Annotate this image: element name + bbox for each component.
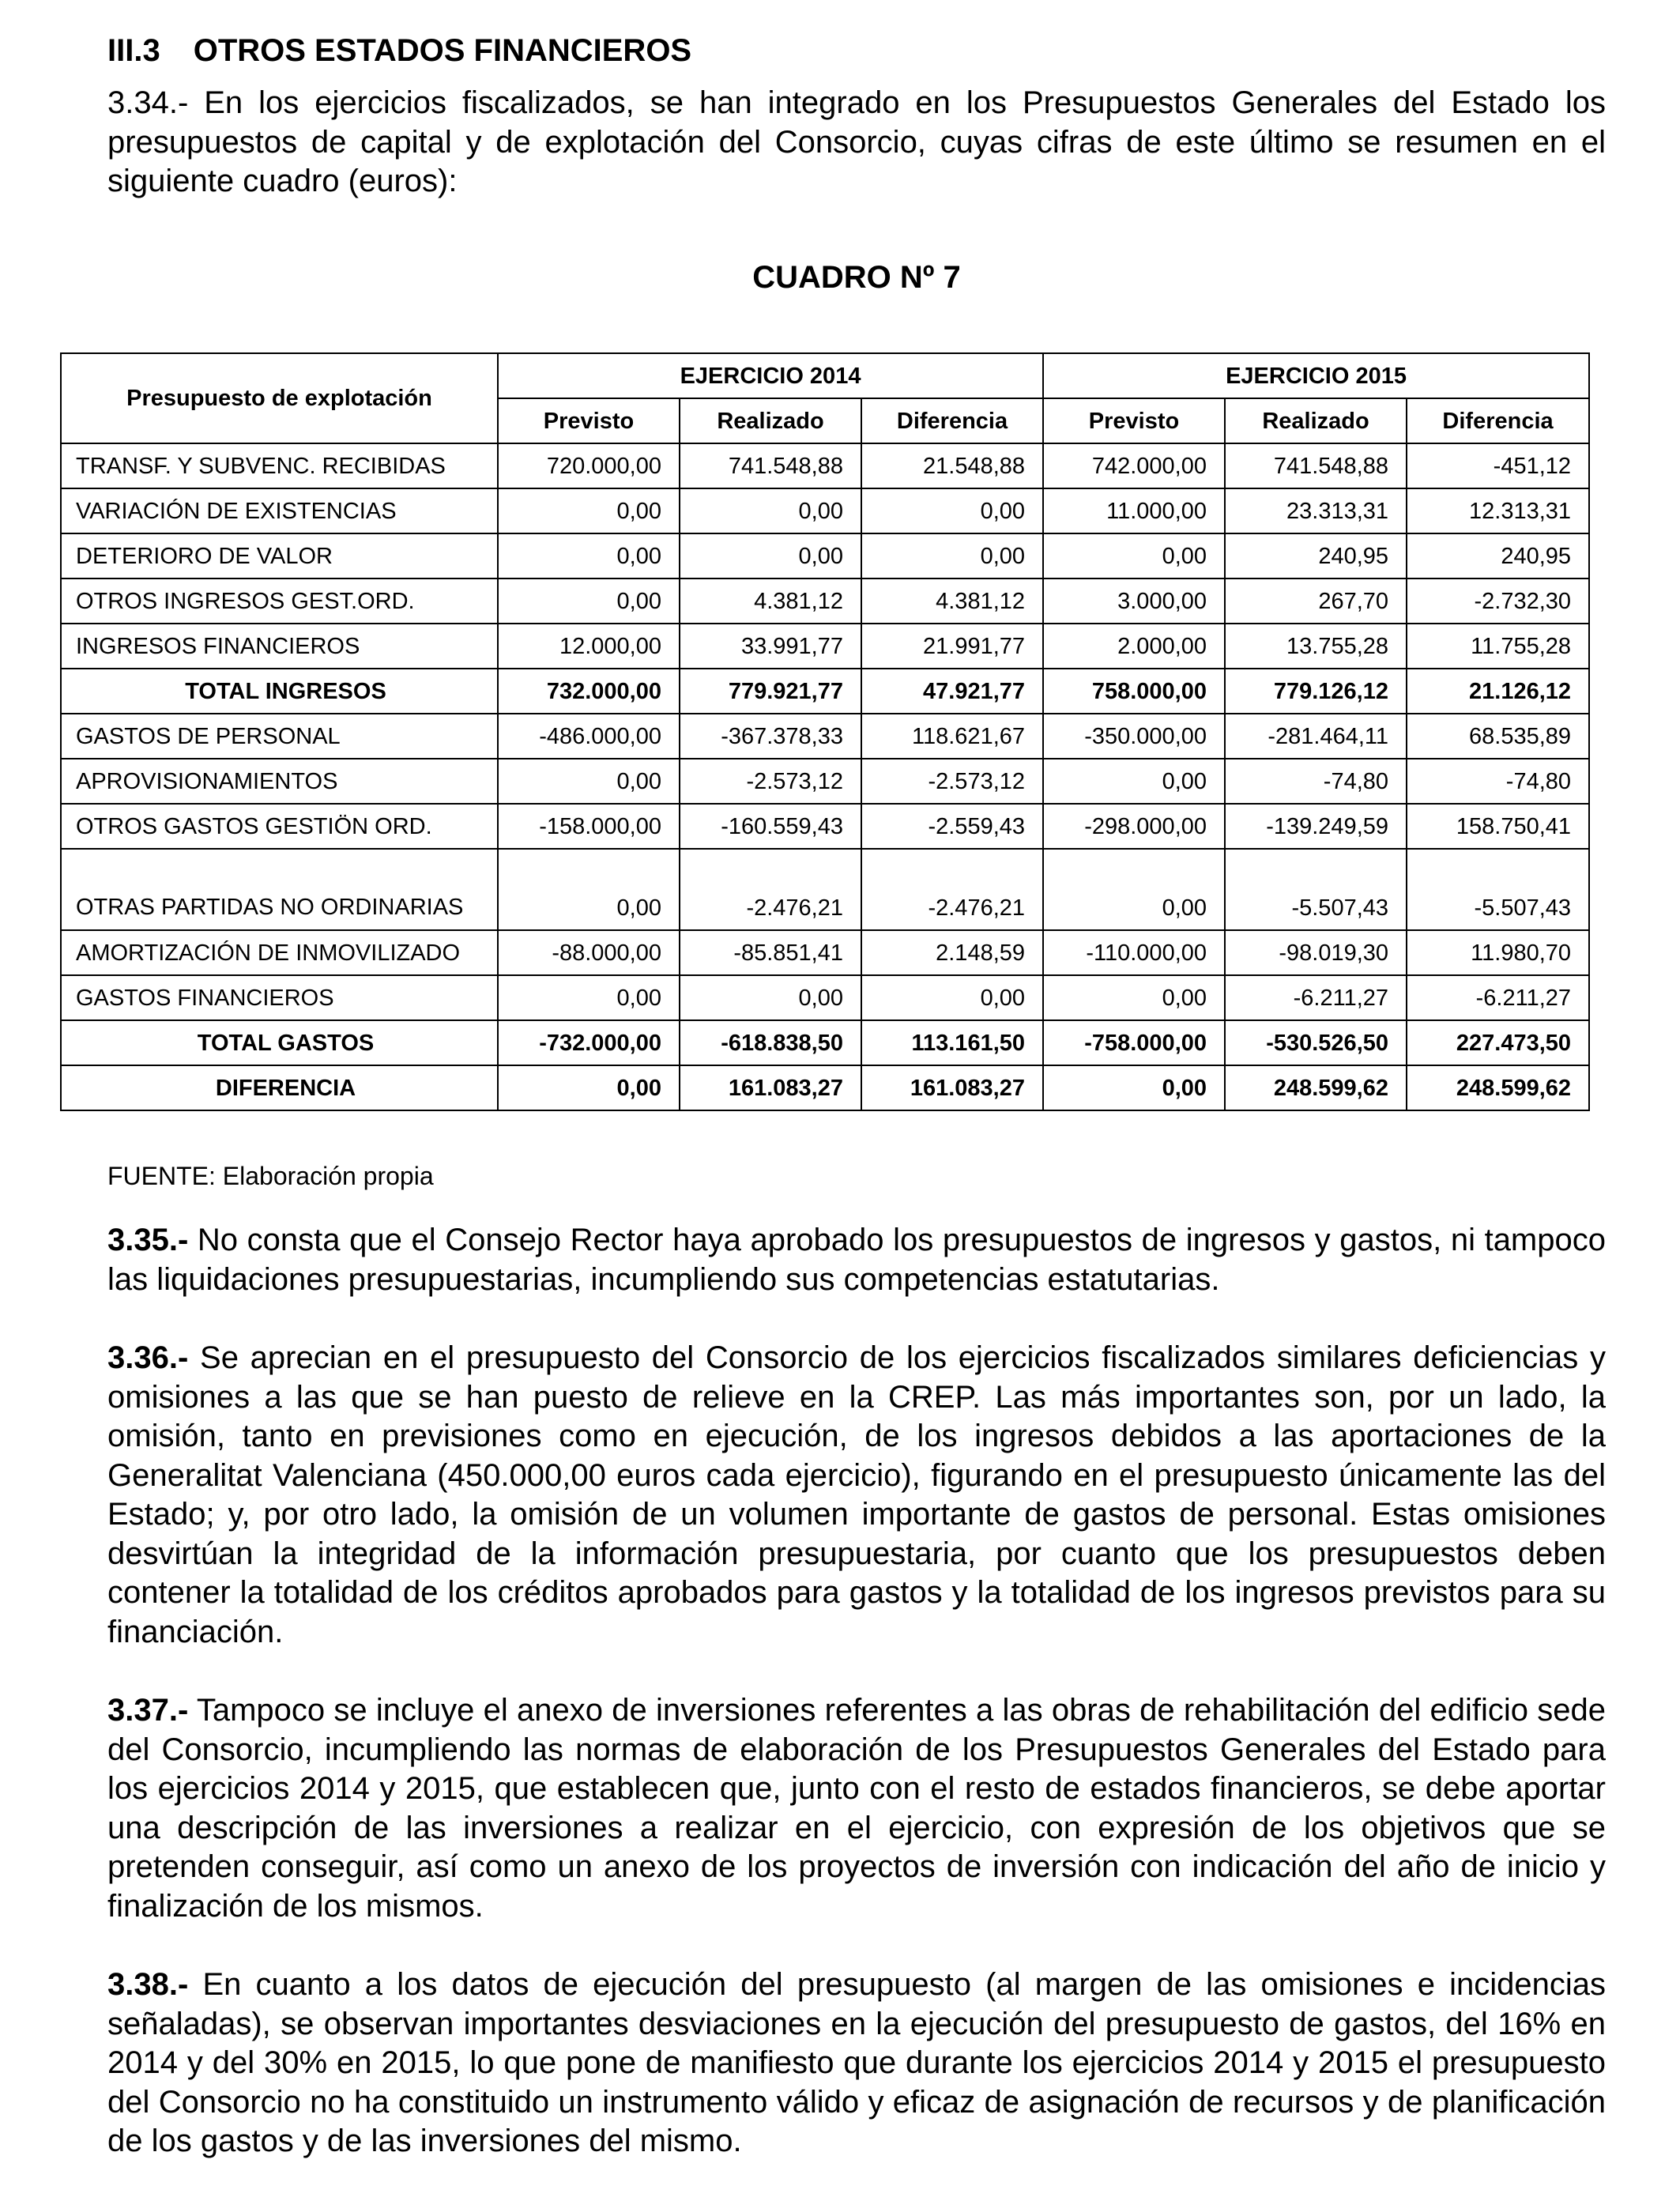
cell-value: -2.573,12	[861, 759, 1043, 804]
cell-value: -2.476,21	[680, 849, 861, 930]
cell-value: -74,80	[1225, 759, 1407, 804]
cell-value: 21.126,12	[1407, 669, 1589, 714]
table-row	[61, 849, 1589, 930]
table-row	[61, 714, 1589, 759]
table-row	[61, 759, 1589, 804]
budget-table	[60, 352, 1590, 1111]
cell-value: 21.991,77	[861, 624, 1043, 669]
table-row	[61, 930, 1589, 975]
col-header: Previsto	[498, 398, 680, 443]
cell-value: 47.921,77	[861, 669, 1043, 714]
row-label: TOTAL GASTOS	[61, 1020, 498, 1065]
cell-value: 732.000,00	[498, 669, 680, 714]
cell-value: 0,00	[861, 488, 1043, 533]
cell-value: -6.211,27	[1407, 975, 1589, 1020]
row-label: TOTAL INGRESOS	[61, 669, 498, 714]
cell-value: -5.507,43	[1225, 849, 1407, 930]
col-header: Realizado	[680, 398, 861, 443]
row-label: OTRAS PARTIDAS NO ORDINARIAS	[61, 849, 498, 930]
section-number: III.3	[107, 33, 160, 68]
table-row	[61, 1020, 1589, 1065]
table-corner-header: Presupuesto de explotación	[61, 353, 498, 443]
cell-value: -98.019,30	[1225, 930, 1407, 975]
col-header: Diferencia	[861, 398, 1043, 443]
cell-value: 240,95	[1407, 533, 1589, 579]
cell-value: 4.381,12	[680, 579, 861, 624]
cell-value: 68.535,89	[1407, 714, 1589, 759]
cell-value: -6.211,27	[1225, 975, 1407, 1020]
cell-value: 11.755,28	[1407, 624, 1589, 669]
cell-value: 0,00	[680, 975, 861, 1020]
cell-value: 11.980,70	[1407, 930, 1589, 975]
cell-value: 0,00	[680, 488, 861, 533]
cell-value: 0,00	[498, 1065, 680, 1110]
table-body	[61, 443, 1589, 1110]
cell-value: 240,95	[1225, 533, 1407, 579]
cell-value: 0,00	[1043, 533, 1225, 579]
cell-value: 0,00	[1043, 759, 1225, 804]
cell-value: 118.621,67	[861, 714, 1043, 759]
cell-value: 0,00	[861, 533, 1043, 579]
cell-value: 0,00	[498, 533, 680, 579]
cell-value: 3.000,00	[1043, 579, 1225, 624]
cell-value: 4.381,12	[861, 579, 1043, 624]
cell-value: -110.000,00	[1043, 930, 1225, 975]
row-label: OTROS GASTOS GESTIÖN ORD.	[61, 804, 498, 849]
cell-value: 0,00	[498, 849, 680, 930]
cell-value: -486.000,00	[498, 714, 680, 759]
row-label: GASTOS DE PERSONAL	[61, 714, 498, 759]
cell-value: 33.991,77	[680, 624, 861, 669]
cell-value: 12.000,00	[498, 624, 680, 669]
table-row	[61, 975, 1589, 1020]
cell-value: -2.732,30	[1407, 579, 1589, 624]
cell-value: 2.000,00	[1043, 624, 1225, 669]
col-header: Realizado	[1225, 398, 1407, 443]
cell-value: 779.921,77	[680, 669, 861, 714]
cell-value: -158.000,00	[498, 804, 680, 849]
table-title: CUADRO Nº 7	[752, 259, 961, 295]
cell-value: 248.599,62	[1407, 1065, 1589, 1110]
cell-value: -367.378,33	[680, 714, 861, 759]
col-header: Previsto	[1043, 398, 1225, 443]
row-label: DETERIORO DE VALOR	[61, 533, 498, 579]
cell-value: 0,00	[1043, 1065, 1225, 1110]
cell-value: 13.755,28	[1225, 624, 1407, 669]
row-label: GASTOS FINANCIEROS	[61, 975, 498, 1020]
cell-value: -5.507,43	[1407, 849, 1589, 930]
cell-value: 11.000,00	[1043, 488, 1225, 533]
cell-value: -451,12	[1407, 443, 1589, 488]
row-label: OTROS INGRESOS GEST.ORD.	[61, 579, 498, 624]
cell-value: 0,00	[1043, 975, 1225, 1020]
table-row	[61, 1065, 1589, 1110]
cell-value: -139.249,59	[1225, 804, 1407, 849]
paragraph-number: 3.38.-	[107, 1967, 189, 2002]
row-label: INGRESOS FINANCIEROS	[61, 624, 498, 669]
col-header: Diferencia	[1407, 398, 1589, 443]
cell-value: 758.000,00	[1043, 669, 1225, 714]
cell-value: 0,00	[498, 975, 680, 1020]
cell-value: 741.548,88	[680, 443, 861, 488]
row-label: TRANSF. Y SUBVENC. RECIBIDAS	[61, 443, 498, 488]
year-2015-header: EJERCICIO 2015	[1043, 353, 1589, 398]
cell-value: 742.000,00	[1043, 443, 1225, 488]
cell-value: 158.750,41	[1407, 804, 1589, 849]
cell-value: 267,70	[1225, 579, 1407, 624]
cell-value: 227.473,50	[1407, 1020, 1589, 1065]
cell-value: -281.464,11	[1225, 714, 1407, 759]
section-title-text: OTROS ESTADOS FINANCIEROS	[193, 33, 692, 68]
cell-value: 21.548,88	[861, 443, 1043, 488]
row-label: VARIACIÓN DE EXISTENCIAS	[61, 488, 498, 533]
cell-value: -618.838,50	[680, 1020, 861, 1065]
cell-value: -2.573,12	[680, 759, 861, 804]
table-row	[61, 443, 1589, 488]
cell-value: -732.000,00	[498, 1020, 680, 1065]
paragraph-text: No consta que el Consejo Rector haya aprobado los presupuestos de ingresos y gastos, ni tampoco las liquidaciones presupuestarias, incumpliendo sus competencias estatutarias.	[107, 1223, 1606, 1297]
cell-value: 161.083,27	[861, 1065, 1043, 1110]
paragraph-text: En cuanto a los datos de ejecución del presupuesto (al margen de las omisiones e incidencias señaladas), se observan importantes desviaciones en la ejecución del presupuesto de gastos, del 16% en 2014 y del 30% en 2015, lo que pone de manifiesto que durante los ejercicios 2014 y 2015 el presupuesto del Consorcio no ha constituido un instrumento válido y eficaz de asignación de recursos y de planificación de los gastos y de las inversiones del mismo.	[107, 1967, 1606, 2158]
paragraph-number: 3.36.-	[107, 1340, 189, 1375]
row-label: APROVISIONAMIENTOS	[61, 759, 498, 804]
cell-value: 0,00	[498, 759, 680, 804]
cell-value: 741.548,88	[1225, 443, 1407, 488]
cell-value: 248.599,62	[1225, 1065, 1407, 1110]
cell-value: -2.476,21	[861, 849, 1043, 930]
cell-value: 0,00	[498, 579, 680, 624]
cell-value: -85.851,41	[680, 930, 861, 975]
year-2014-header: EJERCICIO 2014	[498, 353, 1043, 398]
cell-value: 0,00	[498, 488, 680, 533]
cell-value: -298.000,00	[1043, 804, 1225, 849]
intro-paragraph: 3.34.- En los ejercicios fiscalizados, se han integrado en los Presupuestos Generales del Estado los presupuestos de capital y de explotación del Consorcio, cuyas cifras de este último se resumen en el siguiente cuadro (euros):	[107, 85, 1606, 198]
table-row	[61, 804, 1589, 849]
cell-value: -530.526,50	[1225, 1020, 1407, 1065]
cell-value: -88.000,00	[498, 930, 680, 975]
source-note: FUENTE: Elaboración propia	[107, 1162, 434, 1190]
cell-value: -74,80	[1407, 759, 1589, 804]
cell-value: 2.148,59	[861, 930, 1043, 975]
paragraph-text: Tampoco se incluye el anexo de inversiones referentes a las obras de rehabilitación del edificio sede del Consorcio, incumpliendo las normas de elaboración de los Presupuestos Generales del Estado para los ejercicios 2014 y 2015, que establecen que, junto con el resto de estados financieros, se debe aportar una descripción de las inversiones a realizar en el ejercicio, con expresión de los objetivos que se pretenden conseguir, así como un anexo de los proyectos de inversión con indicación del año de inicio y finalización de los mismos.	[107, 1693, 1606, 1924]
table-row	[61, 488, 1589, 533]
table-row	[61, 669, 1589, 714]
section-title	[107, 27, 1606, 74]
row-label: AMORTIZACIÓN DE INMOVILIZADO	[61, 930, 498, 975]
paragraph-number: 3.37.-	[107, 1693, 189, 1728]
cell-value: 0,00	[861, 975, 1043, 1020]
cell-value: -2.559,43	[861, 804, 1043, 849]
paragraph-3-36	[107, 1339, 1606, 1652]
cell-value: 113.161,50	[861, 1020, 1043, 1065]
cell-value: -160.559,43	[680, 804, 861, 849]
cell-value: 23.313,31	[1225, 488, 1407, 533]
paragraph-number: 3.35.-	[107, 1223, 189, 1257]
paragraphs	[107, 1221, 1606, 2201]
paragraph-text: Se aprecian en el presupuesto del Consorcio de los ejercicios fiscalizados similares deficiencias y omisiones a las que se han puesto de relieve en la CREP. Las más importantes son, por un lado, la omisión, tanto en previsiones como en ejecución, de los ingresos debidos a las aportaciones de la Generalitat Valenciana (450.000,00 euros cada ejercicio), figurando en el presupuesto únicamente las del Estado; y, por otro lado, la omisión de un volumen importante de gastos de personal. Estas omisiones desvirtúan la integridad de la información presupuestaria, por cuanto que los presupuestos deben contener la totalidad de los créditos aprobados para gastos y la totalidad de los ingresos previstos para su financiación.	[107, 1340, 1606, 1649]
cell-value: 0,00	[1043, 849, 1225, 930]
cell-value: 12.313,31	[1407, 488, 1589, 533]
cell-value: 720.000,00	[498, 443, 680, 488]
paragraph-3-35	[107, 1221, 1606, 1299]
cell-value: 0,00	[680, 533, 861, 579]
table-row	[61, 533, 1589, 579]
cell-value: 161.083,27	[680, 1065, 861, 1110]
cell-value: -350.000,00	[1043, 714, 1225, 759]
cell-value: 779.126,12	[1225, 669, 1407, 714]
paragraph-3-37	[107, 1691, 1606, 1926]
cell-value: -758.000,00	[1043, 1020, 1225, 1065]
row-label: DIFERENCIA	[61, 1065, 498, 1110]
paragraph-3-38	[107, 1965, 1606, 2161]
table-row	[61, 579, 1589, 624]
table-row	[61, 624, 1589, 669]
